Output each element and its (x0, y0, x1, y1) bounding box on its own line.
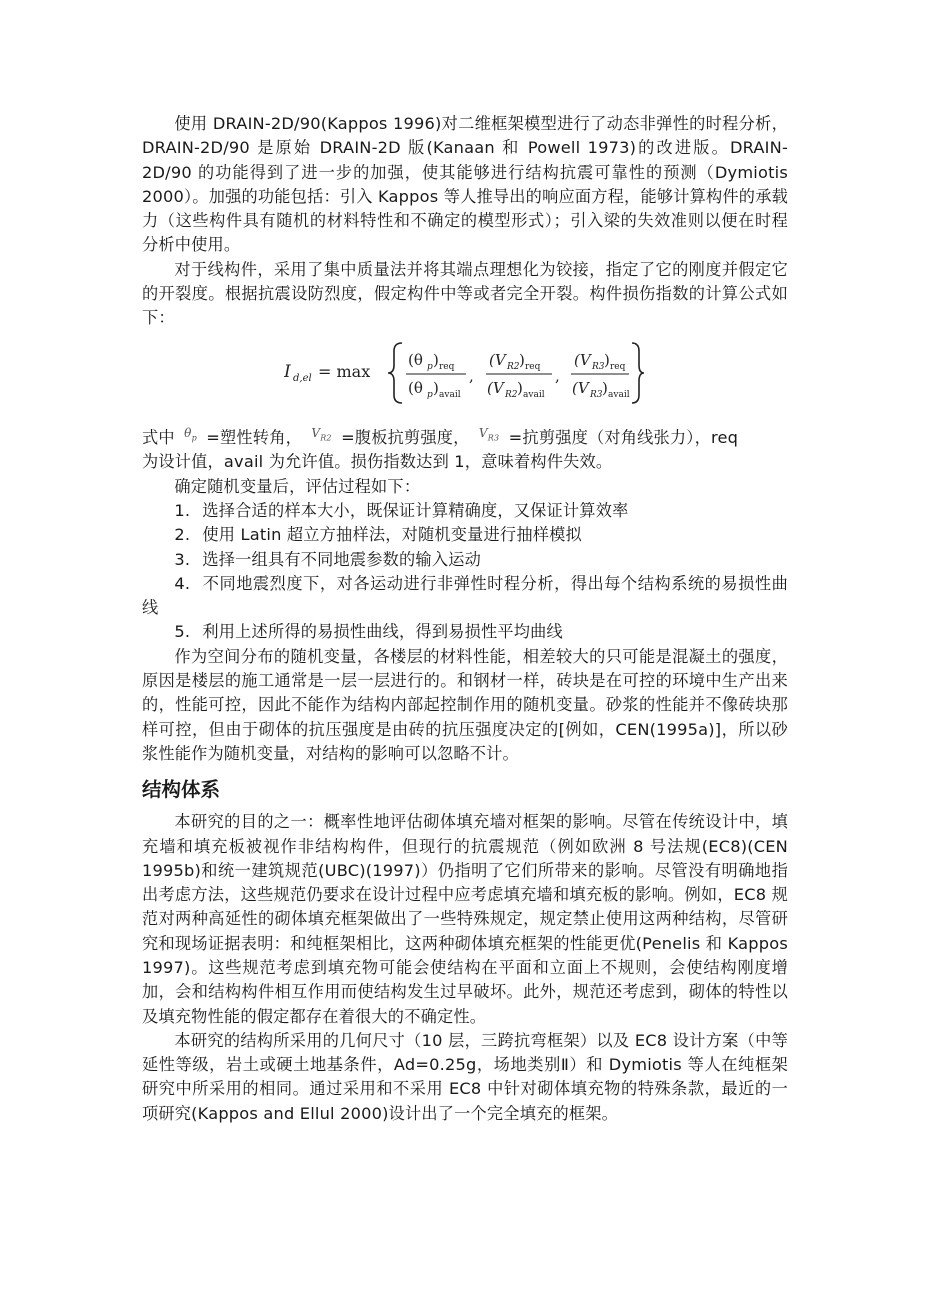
symbols-prefix: 式中 (142, 427, 175, 447)
section-heading: 结构体系 (142, 778, 221, 802)
paragraph-study-objective: 本研究的目的之一：概率性地评估砌体填充墙对框架的影响。尽管在传统设计中，填充墙和填充板被视作非结构构件，但现行的抗震规范（例如欧洲 8 号法规(EC8)(CEN 1995b)和统一建筑规范(UBC)(1997)）仍指明了它们所带来的影响。尽管没有明确地指出考虑方法，这些规范仍要求在设计过程中应考虑填充墙和填充板的影响。例如，EC8 规范对两种高延性的砌体填充框架做出了一些特殊规定，规定禁止使用这两种结构，尽管研究和现场证据表明：和纯框架相比，这两种砌体填充框架的性能更优(Penelis 和 Kappos 1997)。这些规范考虑到填充物可能会使结构在平面和立面上不规则，会使结构刚度增加，会和结构构件相互作用而使结构发生过早破坏。此外，规范还考虑到，砌体的特性以及填充物性能的假定都存在着很大的不确定性。 (142, 812, 788, 1026)
frac2-den-sub: R2 (505, 389, 518, 400)
frac3-num-req: req (610, 361, 626, 372)
frac3-den-avail: avail (608, 389, 630, 400)
list-item (142, 620, 788, 644)
frac3-num-open: (V (574, 350, 591, 369)
damage-index-equation (142, 335, 788, 415)
step-text: 选择合适的样本大小，既保证计算精确度，又保证计算效率 (202, 500, 629, 520)
step-text: 利用上述所得的易损性曲线，得到易损性平均曲线 (202, 622, 563, 642)
eq-lhs-sub: d,el (293, 372, 312, 384)
list-item (142, 572, 788, 621)
frac1-num-req: req (439, 361, 455, 372)
vr2-glyph: V (311, 425, 321, 440)
frac1-den-avail: avail (439, 389, 461, 400)
frac3-den-open: (V (572, 378, 589, 397)
eq-operator: = max (318, 361, 371, 381)
step-number: 4. (174, 573, 191, 593)
theta-glyph: θ (184, 425, 192, 440)
theta-definition: =塑性转角， (206, 427, 302, 447)
vr3-glyph: V (478, 425, 488, 440)
theta-symbol (184, 421, 197, 451)
step-number: 3. (174, 549, 191, 569)
frac2-num-close: ) (519, 350, 525, 369)
equation-graphic (284, 335, 644, 411)
paragraph-random-variables: 作为空间分布的随机变量，各楼层的材料性能，相差较大的只可能是混凝土的强度，原因是楼层的施工通常是一层一层进行的。和钢材一样，砖块是在可控的环境中生产出来的，性能可控，因此不能作为结构内部起控制作用的随机变量。砂浆的性能并不像砖块那样可控，但由于砌体的抗压强度是由砖的抗压强度决定的[例如，CEN(1995a)]，所以砂浆性能作为随机变量，对结构的影响可以忽略不计。 (142, 646, 788, 763)
frac1-den-sub: p (427, 389, 433, 400)
frac1-den-close: ) (433, 378, 439, 397)
comma-2: , (555, 366, 560, 385)
frac1-num-open: (θ (408, 350, 423, 369)
frac2-num-open: (V (489, 350, 506, 369)
vr3-symbol (479, 421, 499, 451)
vr2-sub: R2 (320, 433, 332, 443)
paragraph-symbol-continuation: 为设计值，avail 为允许值。损伤指数达到 1，意味着构件失效。 (142, 452, 613, 472)
vr2-symbol (311, 421, 331, 451)
frac3-num-close: ) (604, 350, 610, 369)
paragraph-analysis-method: 使用 DRAIN-2D/90(Kappos 1996)对二维框架模型进行了动态非弹性的时程分析， DRAIN-2D/90 是原始 DRAIN-2D 版(Kanaan 和 Powell 1973)的改进版。DRAIN-2D/90 的功能得到了进一步的加强，使其能够进行结构抗震可靠性的预测（Dymiotis 2000）。加强的功能包括：引入 Kappos 等人推导出的响应面方程，能够计算构件的承载力（这些构件具有随机的材料特性和不确定的模型形式）；引入梁的失效准则以便在时程分析中使用。 (142, 114, 788, 255)
frac1-num-close: ) (433, 350, 439, 369)
frac1-den-open: (θ (408, 378, 423, 397)
paragraph-structure-geometry: 本研究的结构所采用的几何尺寸（10 层，三跨抗弯框架）以及 EC8 设计方案（中等延性等级，岩土或硬土地基条件，Ad=0.25g，场地类别Ⅱ）和 Dymiotis 等人在纯框架研究中所采用的相同。通过采用和不采用 EC8 中针对砌体填充物的特殊条款，最近的一项研究(Kappos and Ellul 2000)设计出了一个完全填充的框架。 (142, 1030, 788, 1123)
comma-1: , (469, 366, 474, 385)
frac2-den-open: (V (487, 378, 504, 397)
step-text: 选择一组具有不同地震参数的输入运动 (202, 549, 481, 569)
frac3-den-close: ) (602, 378, 608, 397)
right-brace (632, 343, 644, 403)
left-brace (388, 343, 402, 403)
frac3-num-sub: R3 (592, 361, 605, 372)
frac2-den-close: ) (517, 378, 523, 397)
step-number: 2. (174, 525, 191, 545)
evaluation-steps-list (142, 499, 788, 645)
vr3-sub: R3 (487, 433, 500, 443)
paragraph-evaluation-intro: 确定随机变量后，评估过程如下： (174, 476, 421, 496)
step-number: 5. (174, 622, 191, 642)
frac3-den-sub: R3 (590, 389, 603, 400)
frac2-num-sub: R2 (507, 361, 520, 372)
document-page (142, 112, 788, 1126)
paragraph-line-members: 对于线构件，采用了集中质量法并将其端点理想化为铰接，指定了它的刚度并假定它的开裂度。根据抗震设防烈度，假定构件中等或者完全开裂。构件损伤指数的计算公式如下： (142, 259, 788, 328)
step-text: 不同地震烈度下，对各运动进行非弹性时程分析，得出每个结构系统的易损性曲线 (142, 573, 788, 618)
theta-sub: p (191, 433, 197, 443)
list-item (142, 523, 788, 547)
eq-lhs: I (284, 361, 291, 382)
list-item (142, 499, 788, 523)
vr2-definition: =腹板抗剪强度， (341, 427, 470, 447)
vr3-definition: =抗剪强度（对角线张力），req (508, 427, 739, 447)
step-text: 使用 Latin 超立方抽样法，对随机变量进行抽样模拟 (202, 525, 582, 545)
frac1-num-sub: p (427, 361, 433, 372)
step-number: 1. (174, 500, 191, 520)
list-item (142, 548, 788, 572)
frac2-num-req: req (525, 361, 541, 372)
paragraph-symbol-definitions (142, 415, 788, 451)
frac2-den-avail: avail (523, 389, 545, 400)
